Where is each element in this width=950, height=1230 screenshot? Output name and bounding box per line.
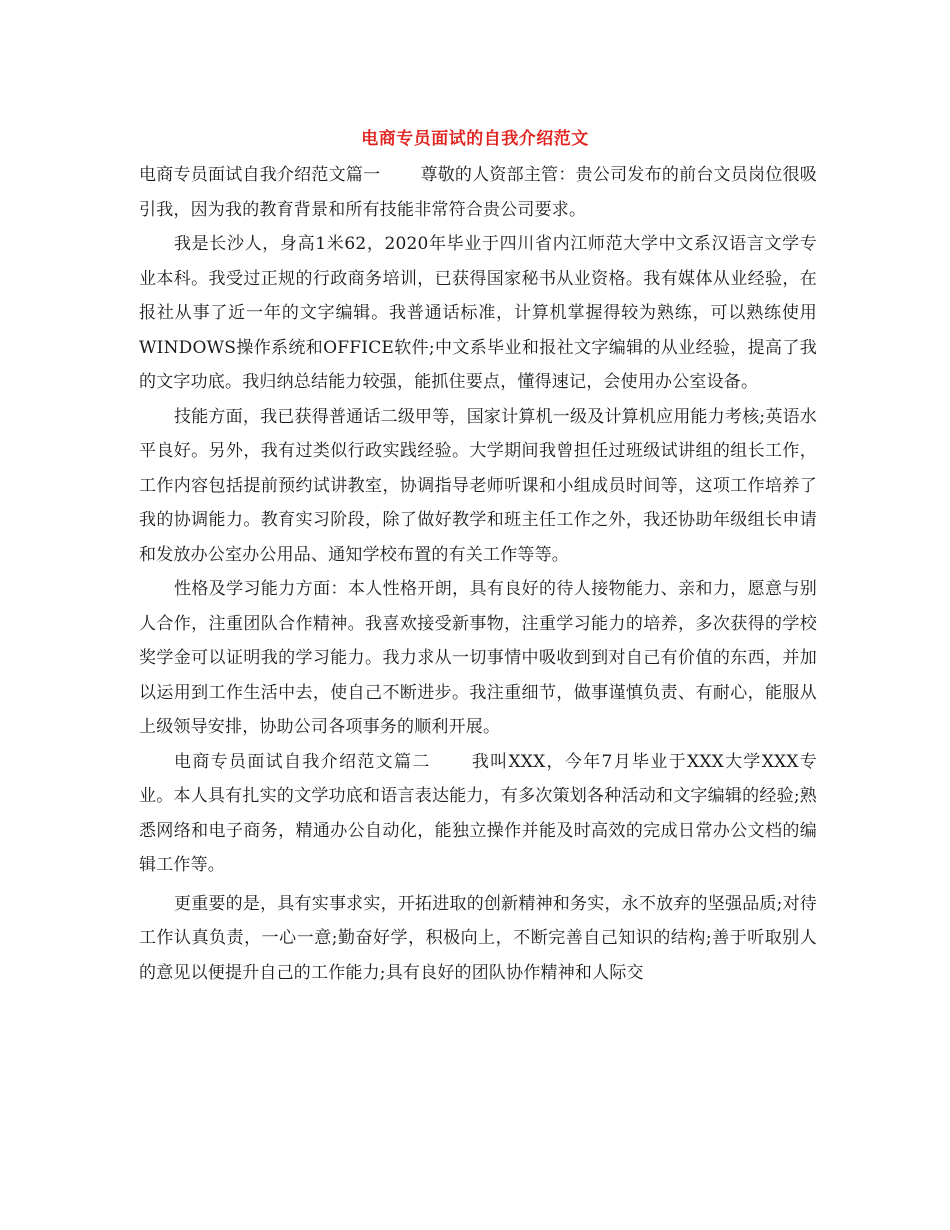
- paragraph-3: 技能方面，我已获得普通话二级甲等，国家计算机一级及计算机应用能力考核;英语水平良好。另外，我有过类似行政实践经验。大学期间我曾担任过班级试讲组的组长工作，工作内容包括提前预约试讲教室，协调指导老师听课和小组成员时间等，这项工作培养了我的协调能力。教育实习阶段，除了做好教学和班主任工作之外，我还协助年级组长申请和发放办公室办公用品、通知学校布置的有关工作等等。: [139, 406, 817, 565]
- paragraph-1-text: 尊敬的人资部主管：贵公司发布的前台文员岗位很吸引我，因为我的教育背景和所有技能非常符合贵公司要求。: [139, 165, 817, 220]
- paragraph-6: 更重要的是，具有实事求实，开拓进取的创新精神和务实，永不放弃的坚强品质;对待工作认真负责，一心一意;勤奋好学，积极向上，不断完善自己知识的结构;善于听取别人的意见以便提升自己的工作能力;具有良好的团队协作精神和人际交: [139, 893, 817, 983]
- document-body: [139, 158, 817, 990]
- section-heading-2: 电商专员面试自我介绍范文篇二: [174, 751, 431, 772]
- paragraph-2: 我是长沙人，身高1米62，2020年毕业于四川省内江师范大学中文系汉语言文学专业本科。我受过正规的行政商务培训，已获得国家秘书从业资格。我有媒体从业经验，在报社从事了近一年的文字编辑。我普通话标准，计算机掌握得较为熟练，可以熟练使用WINDOWS操作系统和OFFICE软件;中文系毕业和报社文字编辑的从业经验，提高了我的文字功底。我归纳总结能力较强，能抓住要点，懂得速记，会使用办公室设备。: [139, 234, 817, 392]
- document-title: 电商专员面试的自我介绍范文: [361, 129, 589, 149]
- paragraph-4: 性格及学习能力方面：本人性格开朗，具有良好的待人接物能力、亲和力，愿意与别人合作，注重团队合作精神。我喜欢接受新事物，注重学习能力的培养，多次获得的学校奖学金可以证明我的学习能力。我力求从一切事情中吸收到到对自己有价值的东西，并加以运用到工作生活中去，使自己不断进步。我注重细节，做事谨慎负责、有耐心，能服从上级领导安排，协助公司各项事务的顺利开展。: [139, 579, 817, 737]
- paragraph-5-text: 我叫XXX，今年7月毕业于XXX大学XXX专业。本人具有扎实的文学功底和语言表达能力，有多次策划各种活动和文字编辑的经验;熟悉网络和电子商务，精通办公自动化，能独立操作并能及时高效的完成日常办公文档的编辑工作等。: [139, 751, 817, 875]
- section-heading-1: 电商专员面试自我介绍范文篇一: [139, 165, 381, 185]
- paragraph-5: [139, 745, 817, 883]
- paragraph-1: [139, 158, 817, 227]
